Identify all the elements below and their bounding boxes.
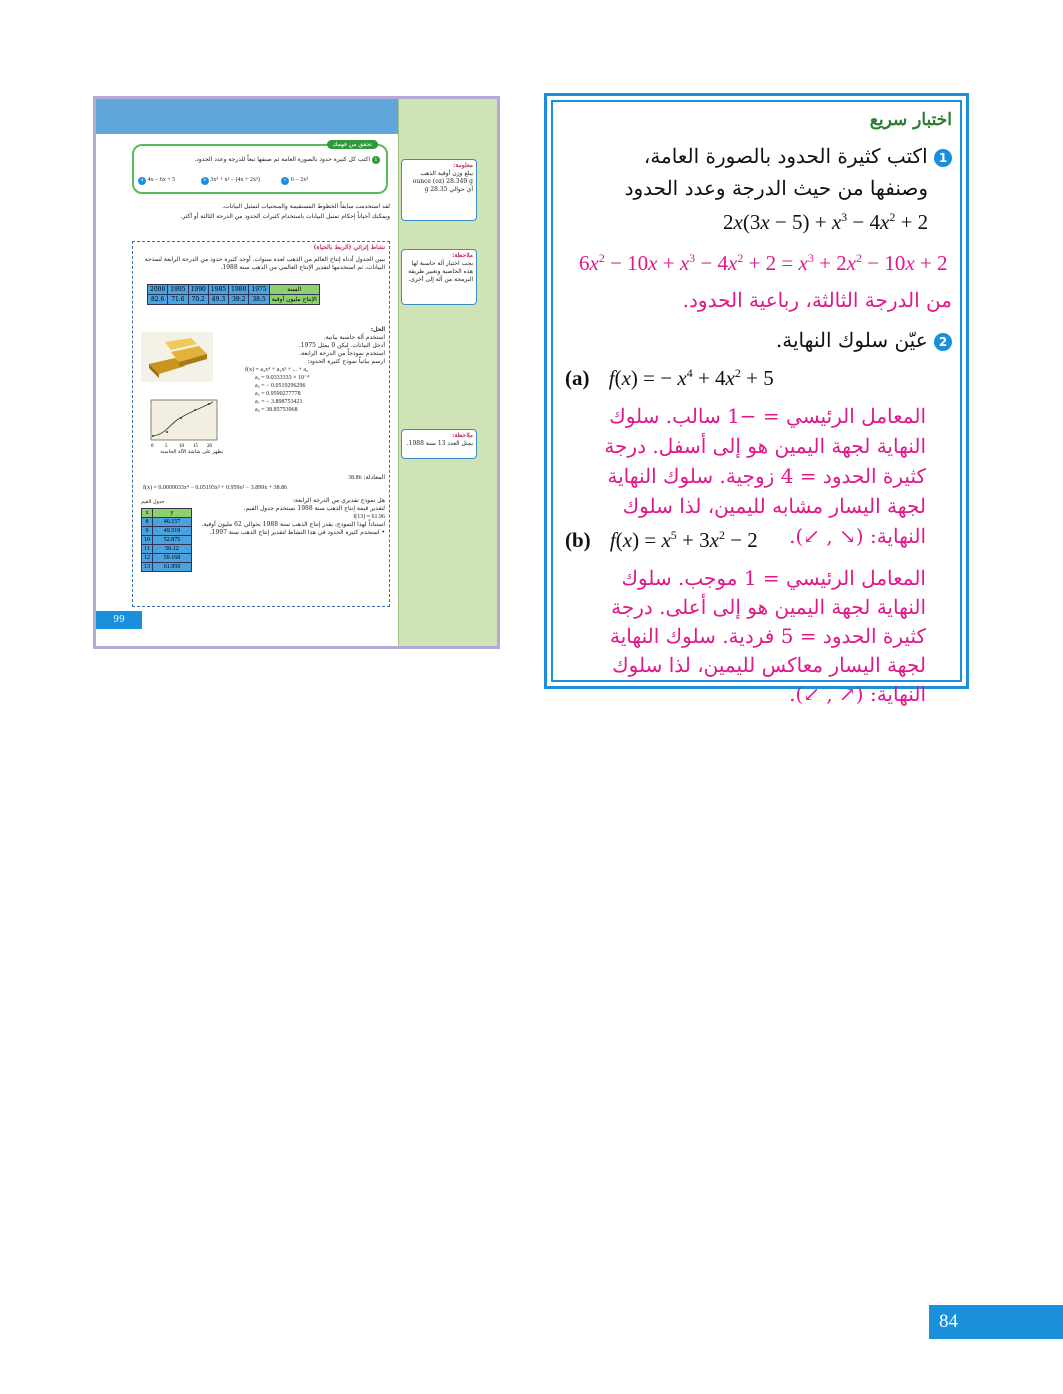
part-a-answer: المعامل الرئيسي = −1 سالب. سلوك النهاية لجهة اليمين هو إلى أسفل. درجة كثيرة الحدود = 4 زوجية. سلوك النهاية لجهة اليسار مشابه لليمين، لذا سلوك النهاية: (↘ , ↙). (604, 404, 926, 548)
graph-tick-5: 5 (165, 444, 168, 449)
graph-tick-10: 10 (179, 444, 184, 449)
quick-test-answer-box (544, 93, 969, 706)
try-it-number: 1 (372, 156, 380, 164)
solution-block: الحل: استخدم آلة حاسبة بيانية. أدخل البيانات. ليكن 0 يمثل 1975. استخدم نموذجاً من الدرجة الرابعة. ارسم بيانياً نموذج كثيرة الحدود: f(x) = a₄x⁴ + a₃x³ + ... + a₀ a₄ = 9.0333333 × 10⁻⁴ a₃ = − 0.0519296296 a₂ = 0.9590277778 a₁ = − 3.898753421 a₀ = 38.85753968 (245, 326, 385, 413)
value-table-title: جدول القيم (141, 499, 165, 505)
estimate-block: هل نموذج تقديري من الدرجة الرابعة: لتقدير قيمة إنتاج الذهب سنة 1988 نستخدم جدول القيم. f(13) ≈ 61.96 استناداً لهذا النموذج، يقدر إنتاج الذهب سنة 1988 بحوالي 62 مليون أوقية. • استخدم كثيرة الحدود في هذا النشاط لتقدير إنتاج الذهب سنة 1997. (201, 497, 385, 536)
try-it-question: 1 اكتب كل كثيرة حدود بالصورة العامة ثم صنفها تبعاً للدرجة وعدد الحدود. (138, 156, 380, 164)
try-it-items: a 4x − 6x + 5 b 3x³ + x² − (4x + 2x³) c 6 − 2x³ (138, 176, 386, 185)
thumbnail-page-number: 99 (96, 611, 142, 629)
try-it-badge: تحقق من فهمك (327, 140, 378, 149)
intro-paragraph-2: ويمكنك أحياناً إحكام تمثيل البيانات باستخدام كثيرات الحدود من الدرجة الثالثة أو أكثر. (180, 213, 390, 220)
question-1-number: 1 (934, 149, 952, 167)
part-b-expression: (b) $f(x) = x^5 + 3x^2 - 2$ (565, 528, 758, 552)
page-number: 84 (929, 1305, 1063, 1339)
try-it-box (132, 141, 388, 194)
quick-test-title: اختبار سريع (869, 110, 952, 130)
intro-paragraph-1: لقد استخدمت سابقاً الخطوط المستقيمة والمنحنيات لتمثيل البيانات. (222, 203, 390, 210)
graph-tick-15: 15 (193, 444, 198, 449)
try-it-item-c: 6 − 2x³ (290, 177, 309, 183)
textbook-page-thumbnail (93, 96, 500, 649)
graph-tick-20: 20 (207, 444, 212, 449)
graph-caption: يظهر على شاشة الآلة الحاسبة (160, 449, 223, 455)
question-1-expression: $2x(3x - 5) + x^3 - 4x^2 + 2$ (723, 210, 929, 234)
equation-full: f(x) = 0.0009033x⁴ − 0.05193x³ + 0.959x² − 3.899x + 38.86 (143, 485, 288, 491)
gold-bars-image (141, 332, 213, 382)
graph-tick-0: 0 (151, 444, 154, 449)
gold-production-table: السنة 1975 1980 1985 1990 1995 2000 الإنتاج مليون أوقية 38.5 39.2 49.3 70.2 71.6 82.6 (147, 284, 320, 305)
side-note-info: معلومة: يبلغ وزن أوقية الذهب ounce (oz) 28.349 g أي حوالي 28.35 g (401, 159, 477, 221)
part-b-answer: المعامل الرئيسي = 1 موجب. سلوك النهاية لجهة اليمين هو إلى أعلى. درجة كثيرة الحدود = 5 فردية. سلوك النهاية لجهة اليسار معاكس لليمين، لذا سلوك النهاية: (↗ , ↙). (610, 566, 926, 706)
part-a-expression: (a) f(x) = − $x^4 + 4x^2 + 5$ (565, 366, 774, 390)
question-1-line-2: وصنفها من حيث الدرجة وعدد الحدود (624, 176, 928, 200)
activity-title: نشاط إثرائي (الربط بالحياة) (313, 244, 385, 251)
try-it-item-b: 3x³ + x² − (4x + 2x³) (210, 177, 260, 183)
side-note-remark-2: ملاحظة: يمثل العدد 13 سنة 1988. (401, 429, 477, 459)
answer-1-expression: $6x^2 - 10x + x^3 - 4x^2 + 2 = x^3 + 2x^2 - 10x + 2$ (579, 251, 948, 275)
question-1: 1 اكتب كثيرة الحدود بالصورة العامة، (572, 144, 952, 168)
activity-text: يبين الجدول أدناه إنتاج العالم من الذهب لعدة سنوات. أوجد كثيرة حدود من الدرجة الرابعة لنمذجة البيانات، ثم استخدمها لتقدير الإنتاج العالمي من الذهب سنة 1988. (144, 256, 385, 271)
question-2-number: 2 (934, 333, 952, 351)
side-note-remark-1: ملاحظة: يجب اختيار آلة حاسبة لها هذه الخاصية وتغيير طريقة البرمجة من آلة إلى أخرى. (401, 249, 477, 305)
question-2: 2 عيّن سلوك النهاية. (572, 328, 952, 352)
activity-box (132, 241, 390, 607)
value-table: x y 8 46.157 9 49.519 10 52.875 11 56.12 12 59.168 13 61.959 (141, 508, 192, 572)
try-it-item-a: 4x − 6x + 5 (147, 177, 176, 183)
answer-1-text: من الدرجة الثالثة، رباعية الحدود. (682, 288, 952, 312)
equation-block: المعادلة: 38.86 (348, 474, 385, 481)
